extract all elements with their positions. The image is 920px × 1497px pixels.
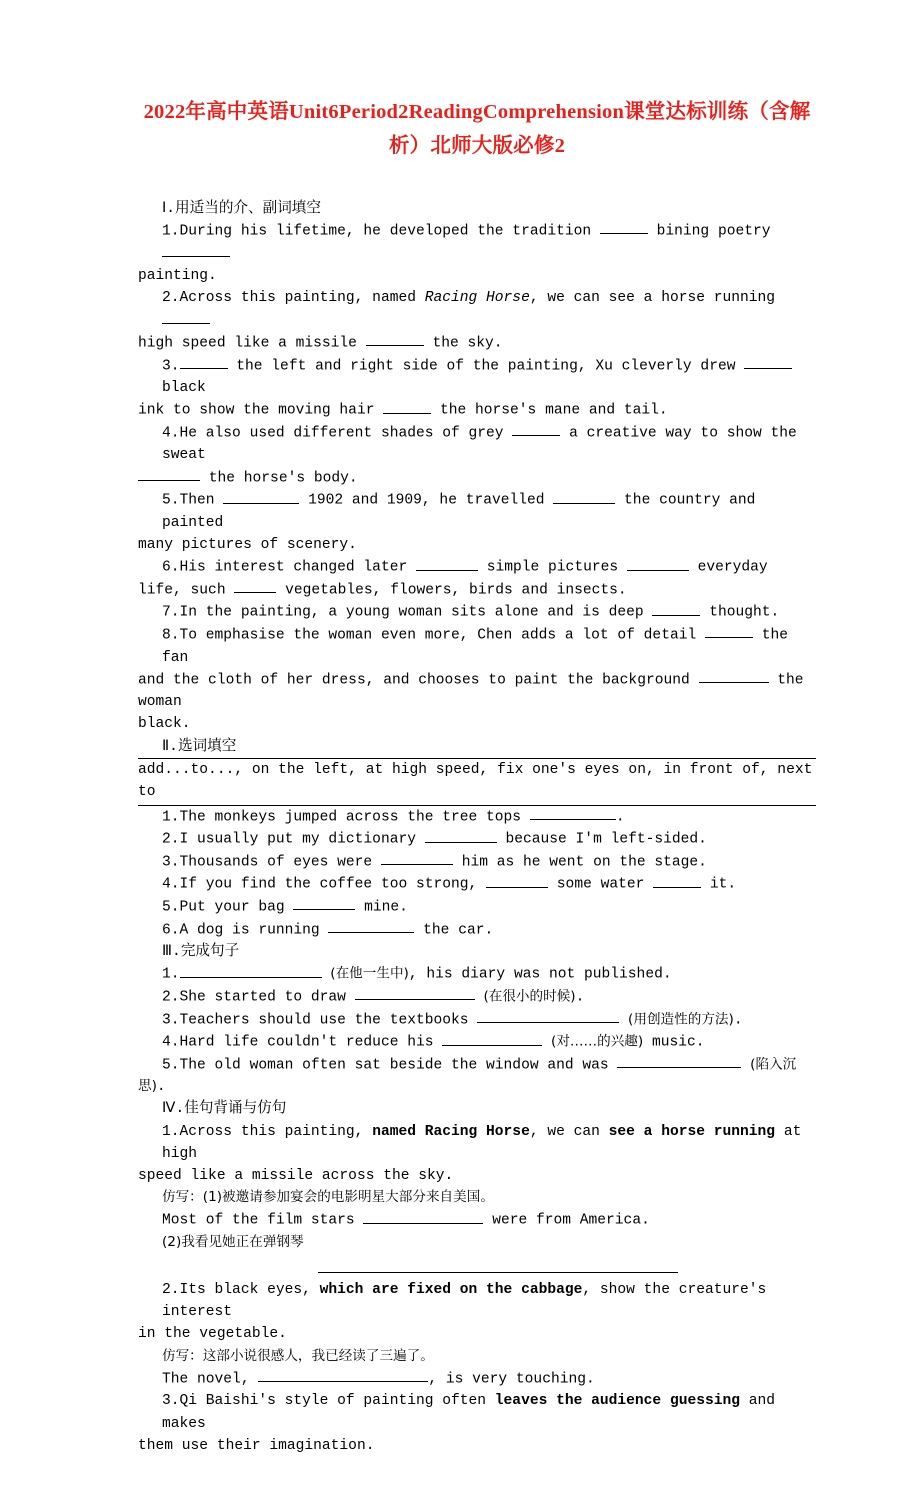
question-item: 2.She started to draw (在很小的时候). xyxy=(138,986,816,1009)
fill-blank[interactable] xyxy=(705,624,753,638)
question-item: 7.In the painting, a young woman sits alone and is deep thought. xyxy=(138,601,816,624)
fill-blank[interactable] xyxy=(442,1031,542,1045)
question-item: 2.I usually put my dictionary because I'm left-sided. xyxy=(138,828,816,851)
question-item: 4.If you find the coffee too strong, some water it. xyxy=(138,873,816,896)
fill-blank[interactable] xyxy=(293,896,355,910)
fill-blank[interactable] xyxy=(627,556,689,570)
page-title: 2022年高中英语Unit6Period2ReadingComprehension课堂达标训练（含解析）北师大版必修2 xyxy=(143,101,811,157)
question-item: 5.The old woman often sat beside the window and was (陷入沉 xyxy=(138,1054,816,1077)
fill-blank[interactable] xyxy=(617,1054,741,1068)
question-item: 6.His interest changed later simple pictures everyday xyxy=(138,556,816,579)
section-four xyxy=(138,1098,816,1456)
question-item: 5.Put your bag mine. xyxy=(138,896,816,919)
question-item: 5.Then 1902 and 1909, he travelled the country and painted xyxy=(138,489,816,534)
question-item: 1.The monkeys jumped across the tree tops . xyxy=(138,806,816,829)
question-item-cont: painting. xyxy=(138,267,217,284)
model-sentence-cont: speed like a missile across the sky. xyxy=(138,1168,454,1184)
section-two xyxy=(138,736,822,942)
question-item: 1.During his lifetime, he developed the tradition bining poetry xyxy=(138,220,816,265)
fill-blank[interactable] xyxy=(477,1009,619,1023)
question-item: 2.Across this painting, named Racing Horse, we can see a horse running xyxy=(138,287,816,332)
fill-blank[interactable] xyxy=(355,986,475,1000)
fill-blank[interactable] xyxy=(653,873,701,887)
model-sentence: 1.Across this painting, named Racing Horse, we can see a horse running at high xyxy=(162,1123,811,1162)
fill-blank[interactable] xyxy=(553,489,615,503)
fill-blank[interactable] xyxy=(258,1368,428,1382)
question-item-cont: life, such vegetables, flowers, birds and insects. xyxy=(138,579,816,602)
fill-blank[interactable] xyxy=(381,851,453,865)
fill-blank[interactable] xyxy=(744,355,792,369)
model-sentence-cont: in the vegetable. xyxy=(138,1326,287,1343)
fill-blank[interactable] xyxy=(512,422,560,436)
fill-blank[interactable] xyxy=(366,332,424,346)
question-item: 8.To emphasise the woman even more, Chen adds a lot of detail the fan xyxy=(138,624,816,669)
question-item-cont: high speed like a missile the sky. xyxy=(138,332,816,355)
imitation-prompt: 仿写：(1)被邀请参加宴会的电影明星大部分来自美国。 xyxy=(162,1189,494,1206)
imitation-prompt: 仿写：这部小说很感人，我已经读了三遍了。 xyxy=(162,1347,434,1364)
fill-blank[interactable] xyxy=(223,489,299,503)
fill-blank[interactable] xyxy=(699,669,769,683)
question-item-cont: many pictures of scenery. xyxy=(138,537,357,553)
fill-blank[interactable] xyxy=(600,220,648,234)
question-item-cont: and the cloth of her dress, and chooses to paint the background the woman xyxy=(138,669,816,714)
word-bank: add...to..., on the left, at high speed, fix one's eyes on, in front of, next to xyxy=(138,758,816,806)
section-three xyxy=(138,941,816,1098)
model-sentence-cont: them use their imagination. xyxy=(138,1437,375,1454)
section-heading: Ⅱ.选词填空 xyxy=(162,738,237,755)
fill-blank[interactable] xyxy=(180,963,322,977)
model-sentence: 3.Qi Baishi's style of painting often leaves the audience guessing and makes xyxy=(162,1393,784,1432)
imitation-prompt: (2)我看见她正在弹钢琴 xyxy=(162,1233,304,1250)
question-item: 3. the left and right side of the painting, Xu cleverly drew black xyxy=(138,355,816,400)
fill-blank[interactable] xyxy=(162,309,210,323)
section-heading: Ⅲ.完成句子 xyxy=(162,944,240,961)
fill-blank[interactable] xyxy=(162,242,230,256)
question-item: 4.Hard life couldn't reduce his (对……的兴趣) music. xyxy=(138,1031,816,1054)
model-sentence: 2.Its black eyes, which are fixed on the cabbage, show the creature's interest xyxy=(162,1282,776,1321)
section-heading: Ⅳ.佳句背诵与仿句 xyxy=(162,1101,287,1118)
question-item-cont: the horse's body. xyxy=(138,467,816,490)
section-heading: Ⅰ.用适当的介、副词填空 xyxy=(162,200,322,217)
imitation-answer-line: The novel, , is very touching. xyxy=(138,1368,816,1391)
fill-blank[interactable] xyxy=(328,919,414,933)
fill-blank[interactable] xyxy=(363,1209,483,1223)
fill-blank[interactable] xyxy=(425,828,497,842)
fill-blank[interactable] xyxy=(652,601,700,615)
answer-blank-rule[interactable] xyxy=(318,1258,678,1273)
fill-blank[interactable] xyxy=(530,806,616,820)
question-item: 1. (在他一生中), his diary was not published. xyxy=(138,963,816,986)
question-item: 6.A dog is running the car. xyxy=(138,919,816,942)
question-item: 4.He also used different shades of grey a creative way to show the sweat xyxy=(138,422,816,467)
fill-blank[interactable] xyxy=(180,355,228,369)
question-item-cont: black. xyxy=(138,716,191,733)
fill-blank[interactable] xyxy=(234,579,276,593)
question-item: 3.Thousands of eyes were him as he went on the stage. xyxy=(138,851,816,874)
section-one xyxy=(138,198,816,736)
fill-blank[interactable] xyxy=(138,467,200,481)
fill-blank[interactable] xyxy=(486,873,548,887)
question-item: 3.Teachers should use the textbooks (用创造性的方法). xyxy=(138,1009,816,1032)
fill-blank[interactable] xyxy=(416,556,478,570)
question-item-cont: ink to show the moving hair the horse's mane and tail. xyxy=(138,399,816,422)
question-item-cont: 思). xyxy=(138,1078,166,1096)
imitation-answer-line: Most of the film stars were from America. xyxy=(138,1209,816,1232)
fill-blank[interactable] xyxy=(383,399,431,413)
